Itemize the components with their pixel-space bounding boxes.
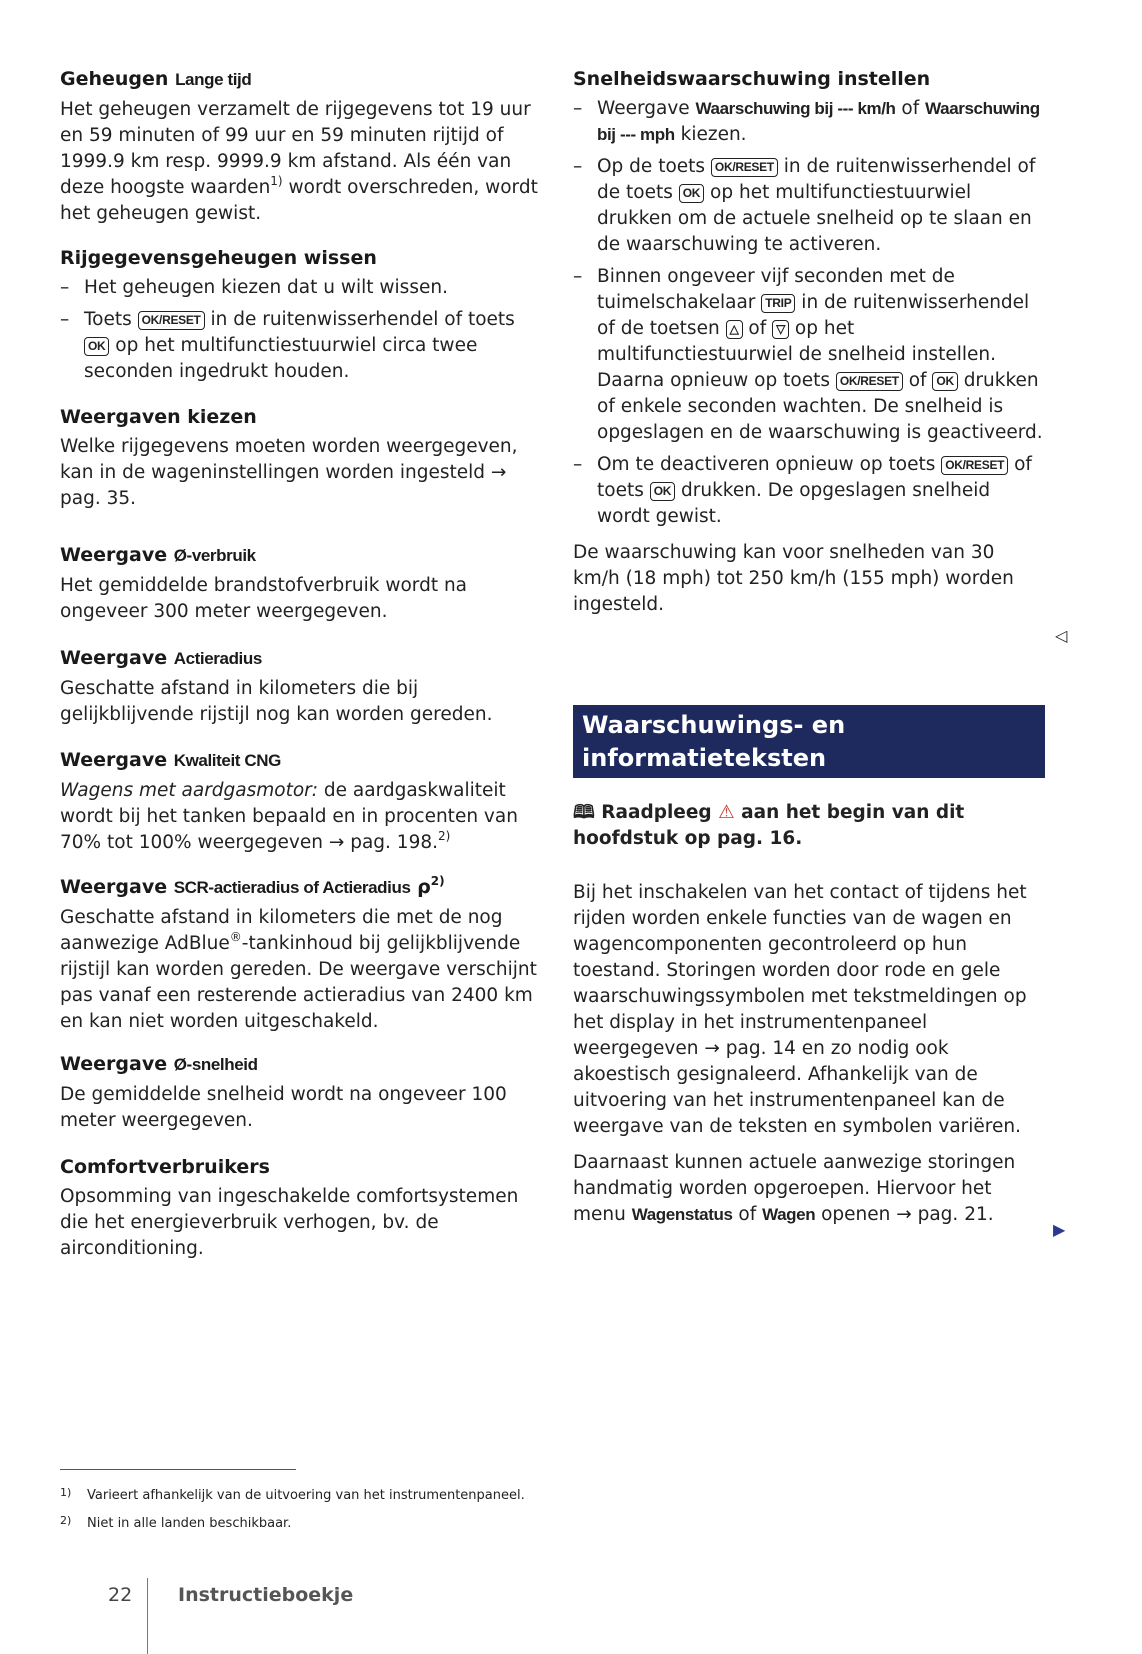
text-run: de aardgaskwaliteit wordt bij het tanken bepaald en in procenten van 70% tot 100% weergegeven → pag. 198. [60,780,518,853]
page-number: 22 [108,1584,133,1606]
section-scr [60,874,538,1035]
text-run: Welke rijgegevens moeten worden weergegeven, kan in de wageninstellingen worden ingesteld → pag. 35. [60,436,518,509]
list-item: – Om te deactiveren opnieuw op toets OK/RESET of toets OK drukken. De opgeslagen snelheid wordt gewist. [573,454,1032,527]
display-label: Waarschuwing bij --- mph [597,99,1040,144]
footer-divider [147,1578,148,1654]
section-intro [573,880,1043,1228]
key-label: OK/RESET [711,158,778,177]
key-label: OK/RESET [138,311,205,330]
key-label: OK/RESET [941,456,1008,475]
list-item: – Op de toets OK/RESET in de ruitenwisserhendel of de toets OK op het multifunctiestuurwiel drukken om de actuele snelheid op te slaan en de waarschuwing te activeren. [573,156,1036,255]
section-geheugen [60,66,538,227]
key-label: TRIP [761,294,795,313]
text-run: Op de toets [597,156,711,177]
text-run: Weergave [60,1053,174,1075]
key-label: OK [932,372,957,391]
text-run: Daarnaast kunnen actuele aanwezige storingen handmatig worden opgeroepen. Hiervoor het menu [573,1152,1016,1225]
text-run: of [742,318,773,339]
section-heading: Comfortverbruikers [60,1156,270,1178]
paragraph [60,434,538,512]
text-run: De gemiddelde snelheid wordt na ongeveer 100 meter weergegeven. [60,1084,507,1131]
paragraph [573,540,1043,618]
section-heading [60,66,538,93]
banner-title-line2: informatieteksten [582,744,827,772]
text-run: -tankinhoud bij gelijkblijvende rijstijl kan worden gereden. De weergave verschijnt pas vanaf een resterende actieradius van 2400 km en kan niet worden uitgeschakeld. [60,933,537,1032]
text-run: of [732,1204,763,1225]
text-run: Geheugen [60,68,176,90]
display-label: Actieradius [173,649,262,668]
footnote-divider [60,1469,296,1470]
paragraph [60,1082,538,1134]
footnote: 1) Varieert afhankelijk van de uitvoering van het instrumentenpaneel. [60,1486,525,1503]
text-run: Het gemiddelde brandstofverbruik wordt na ongeveer 300 meter weergegeven. [60,575,468,622]
display-label: Wagenstatus [631,1205,733,1224]
section-heading [60,1051,538,1078]
section-heading [60,542,538,569]
text-run: op het multifunctiestuurwiel drukken om de actuele snelheid op te slaan en de waarschuwing te activeren. [597,182,1032,255]
superscript: 2) [430,874,445,888]
section-wissen [60,245,538,391]
key-label: ▽ [772,320,789,339]
text-run: Om te deactiveren opnieuw op toets [597,454,942,475]
text-run: Weergave [60,749,174,771]
italic-text: Wagens met aardgasmotor: [60,780,319,801]
text-run: in de ruitenwisserhendel of toets [204,309,515,330]
safety-reference [573,800,1043,852]
footer-title: Instructieboekje [178,1584,354,1606]
text-run: of toets [597,454,1032,501]
paragraph [60,676,538,728]
text-run: of [895,98,926,119]
warning-icon: ⚠ [718,802,735,823]
section-verbruik [60,542,538,625]
banner-title-line1: Waarschuwings- en [582,711,846,739]
list-item: – Binnen ongeveer vijf seconden met de tuimelschakelaar TRIP in de ruitenwisserhendel of de toetsen △ of ▽ op het multifunctiestuurwiel de snelheid instellen. Daarna opnieuw op toets OK/RESET of OK drukken of enkele seconden wachten. De snelheid is opgeslagen en de waarschuwing is geactiveerd. [573,266,1043,443]
display-label: Ø-snelheid [173,1055,258,1074]
key-label: OK [679,184,704,203]
list-item: – Het geheugen kiezen dat u wilt wissen. [60,277,448,298]
section-kiezen [60,404,538,512]
text-run: Het geheugen verzamelt de rijgegevens tot 19 uur en 59 minuten of 99 uur en 59 minuten rijtijd of 1999.9 km resp. 9999.9 km afstand. Als één van deze hoogste waarden [60,99,531,198]
bold-text: Raadpleeg [601,802,719,823]
superscript: ® [229,930,242,944]
display-label: Lange tijd [175,70,252,89]
text-run: wordt overschreden, wordt het geheugen gewist. [60,177,538,224]
text-run: openen → pag. 21. [815,1204,994,1225]
text-run: drukken. De opgeslagen snelheid wordt gewist. [597,480,991,527]
text-run: drukken of enkele seconden wachten. De snelheid is opgeslagen en de waarschuwing is geactiveerd. [597,370,1043,443]
text-run: ⍴ [410,876,431,898]
text-run: Geschatte afstand in kilometers die met de nog aanwezige AdBlue [60,907,503,954]
text-run: Opsomming van ingeschakelde comfortsystemen die het energieverbruik verhogen, bv. de airconditioning. [60,1186,519,1259]
paragraph [573,1150,1043,1228]
paragraph [60,905,538,1035]
section-heading: Weergaven kiezen [60,406,257,428]
chapter-banner [573,705,1045,778]
text-run: op het multifunctiestuurwiel de snelheid instellen. Daarna opnieuw op toets [597,318,996,391]
superscript: 1) [270,174,283,188]
superscript: 2) [438,829,451,843]
text-run: Weergave [60,647,174,669]
text-run: Weergave [60,544,174,566]
display-label: Wagen [762,1205,816,1224]
section-heading: Snelheidswaarschuwing instellen [573,68,931,90]
text-run: Weergave [60,876,174,898]
text-run: kiezen. [674,124,747,145]
section-heading: Rijgegevensgeheugen wissen [60,247,377,269]
text-run: op het multifunctiestuurwiel circa twee seconden ingedrukt houden. [84,335,478,382]
text-run: Binnen ongeveer vijf seconden met de tuimelschakelaar [597,266,955,313]
display-label: Kwaliteit CNG [173,751,281,770]
section-cng [60,747,538,856]
display-label: Ø-verbruik [173,546,256,565]
continue-arrow-icon: ▶ [1053,1220,1066,1239]
text-run: Toets [84,309,138,330]
paragraph [60,97,538,227]
section-comfort [60,1154,538,1262]
text-run: of [902,370,933,391]
paragraph [60,778,538,856]
text-run: in de ruitenwisserhendel of de toetsen [597,292,1030,339]
paragraph [60,573,538,625]
section-snelheid [60,1051,538,1134]
display-label: SCR-actieradius of Actieradius [173,878,411,897]
text-run: 🕮 [573,802,602,823]
footnote: 2) Niet in alle landen beschikbaar. [60,1514,292,1531]
section-end-icon: ◁ [1055,626,1068,645]
key-label: OK [650,482,675,501]
text-run: Weergave [597,98,696,119]
section-heading [60,645,538,672]
list-item: – Toets OK/RESET in de ruitenwisserhendel of toets OK op het multifunctiestuurwiel circa twee seconden ingedrukt houden. [60,309,515,382]
key-label: △ [726,320,743,339]
text-run: Het geheugen kiezen dat u wilt wissen. [84,277,448,298]
section-heading [60,747,538,774]
list-item: – Weergave Waarschuwing bij --- km/h of Waarschuwing bij --- mph kiezen. [573,98,1040,145]
display-label: Waarschuwing bij --- km/h [695,99,896,118]
section-heading [60,874,538,901]
section-actieradius [60,645,538,728]
key-label: OK [84,337,109,356]
text-run: Geschatte afstand in kilometers die bij gelijkblijvende rijstijl nog kan worden gereden. [60,678,493,725]
text-run: De waarschuwing kan voor snelheden van 30 km/h (18 mph) tot 250 km/h (155 mph) worden ingesteld. [573,542,1014,615]
bold-text: aan het begin van dit hoofdstuk op pag. 16. [573,802,965,849]
key-label: OK/RESET [836,372,903,391]
paragraph [573,880,1043,1140]
paragraph [60,1184,538,1262]
text-run: in de ruitenwisserhendel of de toets [597,156,1036,203]
section-snelheidswaarschuwing [573,66,1043,618]
text-run: Bij het inschakelen van het contact of tijdens het rijden worden enkele functies van de wagen en wagencomponenten gecontroleerd op hun toestand. Storingen worden door rode en gele waarschuwingssymbolen met tekstmeldingen op het display in het instrumentenpaneel weergegeven → pag. 14 en zo nodig ook akoestisch gesignaleerd. Afhankelijk van de uitvoering van het instrumentenpaneel kan de weergave van de teksten en symbolen variëren. [573,882,1027,1137]
